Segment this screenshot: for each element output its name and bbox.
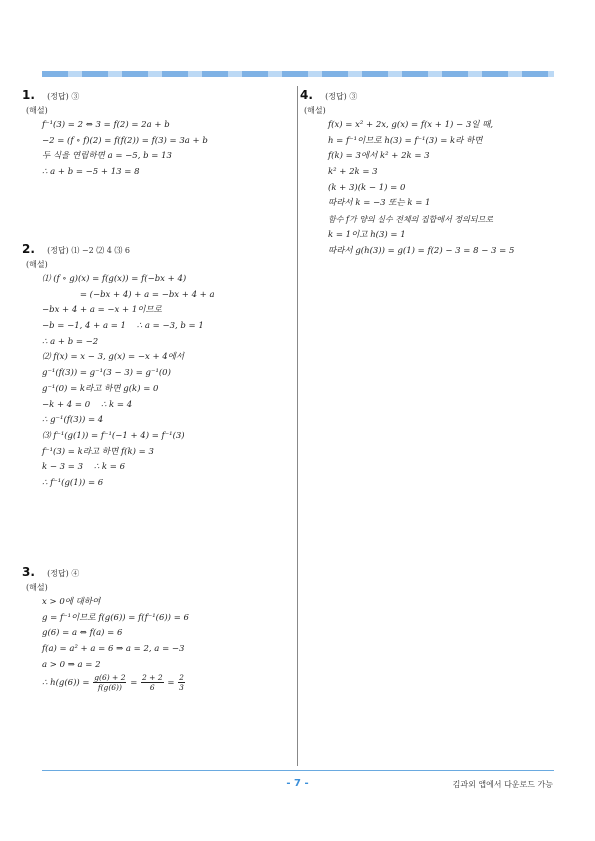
solution-line: ⑶ f⁻¹(g(1)) = f⁻¹(−1 + 4) = f⁻¹(3) <box>42 430 185 441</box>
final-answer-line <box>42 673 189 693</box>
solution-line: a > 0 ⇒ a = 2 <box>42 659 101 670</box>
solution-line: f⁻¹(3) = 2 ⇔ 3 = f(2) = 2a + b <box>42 120 170 130</box>
solution-line: f⁻¹(3) = k라고 하면 f(k) = 3 <box>42 446 154 457</box>
solution-line: −b = −1, 4 + a = 1 ∴ a = −3, b = 1 <box>42 321 204 332</box>
solution-line: k² + 2k = 3 <box>328 167 378 178</box>
fraction <box>178 673 185 692</box>
top-decorative-bar <box>42 71 554 77</box>
answer-label: (정답) ④ <box>47 569 80 578</box>
solution-lines <box>42 595 189 693</box>
problem-number: 4. <box>300 88 313 102</box>
solution-lines <box>42 118 208 181</box>
solution-line: 함수 f가 양의 실수 전체의 집합에서 정의되므로 <box>328 215 494 225</box>
solution-line: g(6) = a ⇔ f(a) = 6 <box>42 628 123 639</box>
solution-line: 두 식을 연립하면 a = −5, b = 13 <box>42 151 172 162</box>
solution-line: ∴ a + b = −2 <box>42 336 99 347</box>
solution-line: f(k) = 3에서 k² + 2k = 3 <box>328 151 430 162</box>
problem-1 <box>22 86 208 181</box>
solution-line: g = f⁻¹이므로 f(g(6)) = f(f⁻¹(6)) = 6 <box>42 612 189 623</box>
solution-line: f(a) = a² + a = 6 ⇒ a = 2, a = −3 <box>42 644 185 655</box>
solution-line: ∴ f⁻¹(g(1)) = 6 <box>42 477 104 488</box>
solution-line: −2 = (f ∘ f)(2) = f(f(2)) = f(3) = 3a + b <box>42 135 208 146</box>
solution-line: f(x) = x² + 2x, g(x) = f(x + 1) − 3일 때, <box>328 120 494 130</box>
explanation-label: (해설) <box>304 106 326 115</box>
explanation-label: (해설) <box>26 583 48 592</box>
fraction-denominator: 3 <box>179 683 184 693</box>
footer-rule <box>42 770 554 771</box>
solution-line: 따라서 g(h(3)) = g(1) = f(2) − 3 = 8 − 3 = 5 <box>328 245 515 256</box>
fraction <box>141 673 164 692</box>
solution-line: ⑴ (f ∘ g)(x) = f(g(x)) = f(−bx + 4) <box>42 274 187 284</box>
answer-label: (정답) ③ <box>325 92 358 101</box>
fraction-numerator: g(6) + 2 <box>94 673 126 683</box>
problem-number: 1. <box>22 88 35 102</box>
solution-line: ∴ a + b = −5 + 13 = 8 <box>42 167 140 178</box>
problem-2 <box>22 240 215 492</box>
page-number: - 7 - <box>286 778 309 789</box>
solution-lines <box>328 118 514 259</box>
problem-header <box>22 563 189 578</box>
fraction-denominator: 6 <box>149 683 155 693</box>
explanation-label: (해설) <box>26 106 48 115</box>
solution-line: g⁻¹(0) = k라고 하면 g(k) = 0 <box>42 383 159 394</box>
problem-header <box>22 86 208 101</box>
solution-line: g⁻¹(f(3)) = g⁻¹(3 − 3) = g⁻¹(0) <box>42 368 171 379</box>
solution-line: ∴ g⁻¹(f(3)) = 4 <box>42 415 104 426</box>
explanation-label: (해설) <box>26 260 48 269</box>
problem-header <box>22 240 215 255</box>
equals-sign: = <box>167 678 175 689</box>
solution-line: 따라서 k = −3 또는 k = 1 <box>328 198 431 209</box>
solution-lines <box>42 272 215 492</box>
equals-sign: = <box>130 678 138 689</box>
fraction-denominator: f(g(6)) <box>97 683 122 693</box>
solution-line: k = 1이고 h(3) = 1 <box>328 229 406 240</box>
solution-line: (k + 3)(k − 1) = 0 <box>328 182 406 193</box>
fraction-numerator: 2 <box>179 673 184 683</box>
problem-4 <box>300 86 514 259</box>
solution-line: h = f⁻¹이므로 h(3) = f⁻¹(3) = k라 하면 <box>328 135 483 146</box>
column-divider <box>297 86 298 766</box>
solution-line: −bx + 4 + a = −x + 1이므로 <box>42 305 162 316</box>
problem-number: 2. <box>22 242 35 256</box>
solution-line: ⑵ f(x) = x − 3, g(x) = −x + 4에서 <box>42 352 185 363</box>
solution-line: k − 3 = 3 ∴ k = 6 <box>42 462 126 473</box>
problem-number: 3. <box>22 565 35 579</box>
solution-line: −k + 4 = 0 ∴ k = 4 <box>42 399 133 410</box>
answer-label: (정답) ③ <box>47 92 80 101</box>
final-prefix: ∴ h(g(6)) = <box>42 678 93 689</box>
solution-line: = (−bx + 4) + a = −bx + 4 + a <box>42 289 215 300</box>
fraction-numerator: 2 + 2 <box>142 673 163 683</box>
footer-note: 김과외 앱에서 다운로드 가능 <box>452 780 553 789</box>
answer-label: (정답) ⑴ −2 ⑵ 4 ⑶ 6 <box>47 246 131 255</box>
problem-3 <box>22 563 189 693</box>
fraction <box>93 673 126 692</box>
solution-line: x > 0에 대하여 <box>42 597 101 607</box>
problem-header <box>300 86 514 101</box>
